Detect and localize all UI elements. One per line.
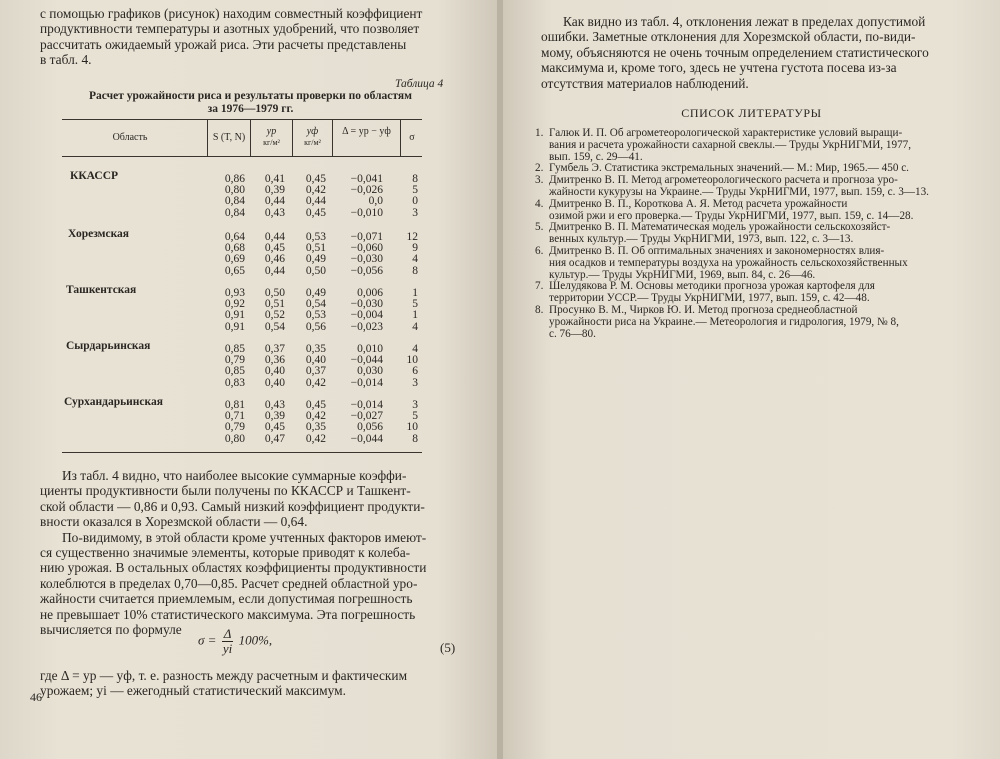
text-line: ской области — 0,86 и 0,93. Самый низкий коэффициент продукти-	[40, 498, 425, 514]
table-region-label: ККАССР	[70, 170, 119, 182]
table-cell: 5	[412, 410, 418, 423]
table-cell: 0,44	[264, 195, 285, 208]
table-cell: 0,45	[305, 399, 326, 411]
text-line: нию урожая. В остальных областях коэффициенты продуктивности	[40, 560, 427, 576]
text-line: ошибки. Заметные отклонения для Хорезмской области, по-види-	[541, 29, 916, 45]
table-cell: 0,35	[305, 421, 326, 434]
reference-line: с. 76—80.	[549, 327, 596, 340]
table-cell: 0,50	[305, 264, 326, 277]
reference-line: Дмитренко В. П., Короткова А. Я. Метод расчета урожайности	[549, 197, 848, 210]
table-cell: 0,79	[224, 421, 245, 434]
table-cell: 0,37	[305, 365, 326, 378]
table-cell: 0,85	[224, 365, 245, 378]
table-cell: 12	[406, 231, 418, 243]
table-header-rule	[62, 156, 422, 157]
text-line: с помощью графиков (рисунок) находим совместный коэффициент	[40, 6, 423, 21]
reference-line: Дмитренко В. П. Математическая модель урожайности сельскохозяйст-	[549, 221, 891, 234]
table-cell: −0,014	[350, 399, 383, 411]
table-cell: 0,51	[305, 242, 326, 255]
header-yp	[251, 126, 292, 148]
text-line: максимума и, кроме того, здесь не учтена густота посева из-за	[541, 60, 897, 76]
table-cell: 0,36	[264, 354, 285, 367]
header-region: Область	[112, 132, 148, 143]
table-cell: 0,71	[224, 410, 245, 423]
definition-paragraph	[40, 668, 460, 699]
table-cell: 0,40	[264, 376, 285, 389]
reference-line: Дмитренко В. П. Об оптимальных значениях и закономерностях влия-	[549, 244, 885, 257]
table-title-line: за 1976—1979 гг.	[207, 103, 294, 115]
table-cell: 0,42	[305, 410, 326, 423]
table-region-label: Сырдарьинская	[66, 340, 151, 352]
table-cell: 0,45	[305, 173, 326, 185]
table-cell: 0,50	[264, 287, 285, 299]
text-line: колеблются в пределах 0,70—0,85. Расчет средней областной уро-	[40, 575, 418, 591]
table-cell: 3	[412, 206, 418, 219]
table-cell: 0,39	[264, 184, 285, 197]
reference-item	[535, 281, 965, 305]
table-cell: 0,44	[305, 195, 326, 208]
table-cell: 0,91	[224, 320, 245, 333]
table-cell: 9	[412, 242, 418, 255]
table-cell: 0,39	[264, 410, 285, 423]
table-cell: 0,40	[264, 365, 285, 378]
text-line: где Δ = yp — yф, т. е. разность между расчетным и фактическим	[40, 668, 408, 683]
left-page	[0, 0, 497, 759]
table-cell: 0,84	[224, 206, 245, 219]
table-region-label: Ташкентская	[66, 284, 137, 296]
equation-number: (5)	[440, 640, 456, 655]
table-cell: 0,42	[305, 184, 326, 197]
table-region-label: Хорезмская	[68, 228, 130, 240]
reference-number: 1.	[535, 127, 544, 139]
header-yp-symbol: yp	[266, 126, 277, 137]
table-cell: 0,53	[305, 309, 326, 322]
header-yf-unit: кг/м²	[304, 138, 321, 147]
table-cell: 0,40	[305, 354, 326, 367]
table-cell: −0,004	[350, 309, 383, 322]
table-cell: 4	[412, 343, 418, 355]
table-cell: 0,45	[305, 206, 326, 219]
intro-paragraph	[40, 6, 460, 68]
reference-item	[535, 246, 965, 281]
reference-number: 3.	[535, 174, 544, 187]
table-cell: 0,46	[264, 253, 285, 266]
reference-number: 7.	[535, 280, 544, 293]
table-cell: 0,010	[357, 343, 383, 355]
table-title-line: Расчет урожайности риса и результаты проверки по областям	[89, 90, 412, 102]
table-cell: 4	[412, 253, 418, 266]
table-cell: 0,42	[305, 432, 326, 445]
table-cell: 0,0	[368, 195, 383, 208]
table-cell: 0,43	[264, 206, 285, 219]
table-cell: −0,023	[350, 320, 383, 333]
reference-line: Галюк И. П. Об агрометеорологической характеристике условий выращи-	[549, 127, 903, 139]
table-cell: 0,44	[264, 264, 285, 277]
table-title	[78, 90, 423, 116]
page-number: 46	[30, 690, 42, 704]
discussion-paragraph	[40, 468, 460, 637]
table-cell: 3	[412, 399, 418, 411]
reference-number: 2.	[535, 162, 544, 175]
text-line: ся существенно значимые элементы, которые приводят к колеба-	[40, 545, 411, 561]
header-yf-symbol: yф	[306, 126, 319, 137]
table-cell: 0,43	[264, 399, 285, 411]
reference-line: вания и расчета урожайности сахарной свеклы.— Труды УкрНИГМИ, 1977,	[549, 138, 912, 151]
table-region-label: Сурхандарьинская	[64, 396, 163, 408]
reference-item	[535, 222, 965, 246]
table-cell: 8	[412, 432, 418, 445]
table-cell: 1	[412, 287, 418, 299]
references-title: СПИСОК ЛИТЕРАТУРЫ	[681, 106, 822, 120]
table-cell: −0,056	[350, 264, 383, 277]
text-line: продуктивности температуры и азотных удобрений, что позволяет	[40, 21, 420, 37]
table-cell: −0,060	[350, 242, 383, 255]
reference-line: Дмитренко В. П. Метод агрометеорологического расчета и прогноза уро-	[549, 174, 898, 187]
formula-numerator: Δ	[223, 626, 232, 641]
table-cell: 0,37	[264, 343, 285, 355]
table-cell: 0,83	[224, 376, 245, 389]
table-cell: 0,86	[224, 173, 245, 185]
header-yf	[293, 126, 332, 148]
table-cell: 8	[412, 264, 418, 277]
reference-number: 5.	[535, 221, 544, 234]
table-cell: 0,65	[224, 264, 245, 277]
table-cell: −0,027	[350, 410, 383, 423]
text-line: вности оказался в Хорезмской области — 0,64.	[40, 514, 308, 530]
header-delta: Δ = yp − yф	[342, 126, 391, 137]
text-line: жайности считается приемлемым, если допустимая погрешность	[40, 591, 413, 607]
text-line: Как видно из табл. 4, отклонения лежат в пределах допустимой	[563, 14, 926, 29]
table-cell: 0,41	[264, 173, 285, 185]
table-cell: −0,030	[350, 253, 383, 266]
table-cell: 0,54	[305, 298, 326, 311]
text-line: рассчитать ожидаемый урожай риса. Эти расчеты представлены	[40, 36, 407, 52]
reference-number: 6.	[535, 244, 544, 257]
text-line: урожаем; yi — ежегодный статистический максимум.	[40, 683, 346, 699]
conclusion-paragraph	[541, 14, 966, 91]
formula	[198, 627, 272, 656]
table-label: Таблица 4	[395, 78, 444, 90]
table-cell: 0,45	[264, 421, 285, 434]
table-cell: 0,64	[224, 231, 245, 243]
table-cell: 0,53	[305, 231, 326, 243]
text-line: По-видимому, в этой области кроме учтенных факторов имеют-	[62, 529, 427, 545]
reference-item	[535, 128, 965, 163]
text-line: отсутствия материалов наблюдений.	[541, 75, 749, 91]
table-cell: 0,54	[264, 320, 285, 333]
table-cell: 0,49	[305, 253, 326, 266]
table-cell: 4	[412, 320, 418, 333]
table-cell: 0,51	[264, 298, 285, 311]
table-cell: −0,071	[350, 231, 383, 243]
table-cell: 0,49	[305, 287, 326, 299]
table-cell: 0,030	[357, 365, 383, 378]
table-cell: 3	[412, 376, 418, 389]
reference-line: вып. 159, с. 29—41.	[549, 150, 643, 163]
header-s: S (T, N)	[212, 132, 246, 143]
table-cell: 0,52	[264, 309, 285, 322]
reference-item	[535, 199, 965, 223]
table-cell: 0,85	[224, 343, 245, 355]
reference-item	[535, 305, 965, 340]
references-list	[535, 128, 965, 340]
table-cell: 0,35	[305, 343, 326, 355]
reference-line: Шелудякова Р. М. Основы методики прогноза урожая картофеля для	[549, 280, 875, 293]
text-line: в табл. 4.	[40, 52, 92, 68]
table-cell: −0,041	[350, 173, 383, 185]
table-cell: 10	[406, 354, 418, 367]
header-yp-unit: кг/м²	[263, 138, 280, 147]
table-cell: 0,91	[224, 309, 245, 322]
table-cell: −0,026	[350, 184, 383, 197]
table-cell: −0,030	[350, 298, 383, 311]
text-line: Из табл. 4 видно, что наиболее высокие суммарные коэффи-	[62, 468, 407, 483]
text-line: циенты продуктивности были получены по ККАССР и Ташкент-	[40, 483, 411, 499]
table-cell: 0,56	[305, 320, 326, 333]
table-cell: 1	[412, 309, 418, 322]
reference-number: 8.	[535, 303, 544, 316]
table-cell: 0,80	[224, 184, 245, 197]
text-line: мому, объясняются не очень точным определением статистического	[541, 44, 929, 60]
reference-line: культур.— Труды УкрНИГМИ, 1969, вып. 84, с. 26—46.	[549, 268, 816, 281]
reference-item	[535, 175, 965, 199]
reference-line: территории УССР.— Труды УкрНИГМИ, 1977, вып. 159, с. 42—48.	[549, 292, 870, 305]
table-cell: 0,056	[357, 421, 383, 434]
reference-line: ния осадков и температуры воздуха на урожайность сельскохозяйственных	[549, 256, 908, 269]
table-top-rule	[62, 119, 422, 120]
table-cell: 0,80	[224, 432, 245, 445]
text-line: вычисляется по формуле	[40, 622, 182, 638]
table-cell: 5	[412, 184, 418, 197]
table-bottom-rule	[62, 452, 422, 453]
reference-line: урожайности риса на Украине.— Метеорология и гидрология, 1979, № 8,	[549, 315, 899, 328]
formula-denominator: yi	[222, 641, 233, 656]
table-cell: −0,044	[350, 432, 383, 445]
table-cell: 0,79	[224, 354, 245, 367]
formula-rhs: 100%,	[238, 632, 273, 648]
table-cell: −0,044	[350, 354, 383, 367]
table-cell: 0,93	[224, 287, 245, 299]
reference-line: озимой ржи и его проверка.— Труды УкрНИГМИ, 1977, вып. 159, с. 14—28.	[549, 209, 914, 222]
table-cell: 10	[406, 421, 418, 434]
header-sigma: σ	[409, 132, 415, 143]
table-cell: 0,92	[224, 298, 245, 311]
table-cell: 0,45	[264, 242, 285, 255]
table-cell: 0,47	[264, 432, 285, 445]
table-cell: 0,84	[224, 195, 245, 208]
table-cell: −0,014	[350, 376, 383, 389]
reference-line: жайности кукурузы на Украине.— Труды УкрНИГМИ, 1977, вып. 159, с. 3—13.	[549, 185, 929, 198]
table-cell: 8	[412, 173, 418, 185]
table-cell: 0	[412, 195, 418, 208]
formula-lhs: σ =	[198, 632, 217, 648]
table-cell: 0,69	[224, 253, 245, 266]
reference-line: Гумбель Э. Статистика экстремальных значений.— М.: Мир, 1965.— 450 с.	[549, 162, 909, 175]
formula-fraction	[222, 627, 234, 656]
text-line: не превышает 10% статистического максимума. Эта погрешность	[40, 606, 416, 622]
table-cell: −0,010	[350, 206, 383, 219]
right-page	[503, 0, 1000, 759]
table-cell: 6	[412, 365, 418, 378]
reference-line: Просунко В. М., Чирков Ю. И. Метод прогноза среднеобластной	[549, 303, 858, 316]
table-cell: 5	[412, 298, 418, 311]
table-cell: 0,81	[224, 399, 245, 411]
table-cell: 0,68	[224, 242, 245, 255]
reference-line: венных культур.— Труды УкрНИГМИ, 1973, вып. 122, с. 3—13.	[549, 233, 854, 246]
table-cell: 0,44	[264, 231, 285, 243]
table-cell: 0,42	[305, 376, 326, 389]
reference-number: 4.	[535, 197, 544, 210]
table-cell: 0,006	[357, 287, 383, 299]
table-column-divider	[332, 119, 333, 156]
